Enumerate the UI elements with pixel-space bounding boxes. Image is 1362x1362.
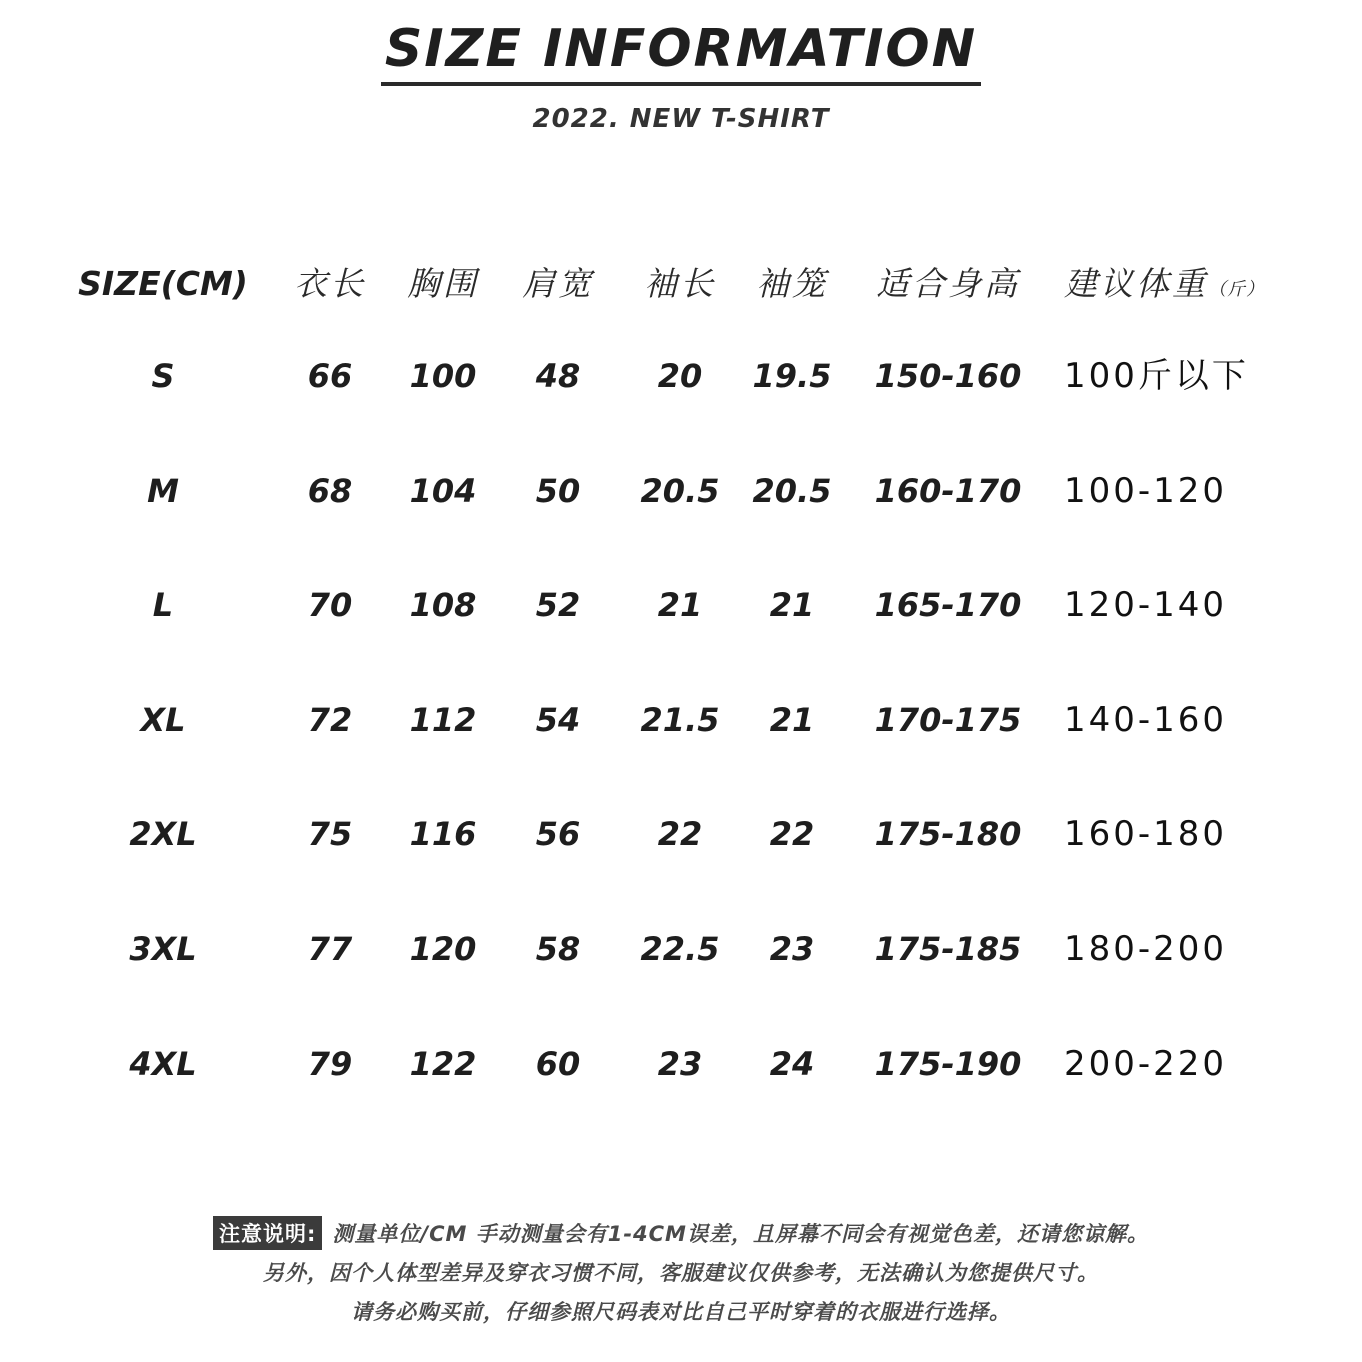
- cell-chest: 108: [409, 586, 477, 624]
- cell-size: 2XL: [129, 815, 197, 853]
- cell-sleeve: 22.5: [640, 930, 720, 968]
- cell-size: L: [152, 586, 174, 624]
- cell-armhole: 22: [769, 815, 815, 853]
- cell-shoulder: 50: [535, 472, 581, 510]
- cell-armhole: 23: [769, 930, 815, 968]
- page-subtitle: 2022. NEW T-SHIRT: [532, 104, 830, 134]
- cell-size: M: [147, 472, 179, 510]
- cell-shoulder: 58: [535, 930, 581, 968]
- header-size: SIZE(CM): [78, 264, 248, 303]
- note-line-2: 另外，因个人体型差异及穿衣习惯不同，客服建议仅供参考，无法确认为您提供尺寸。: [263, 1261, 1099, 1285]
- cell-height: 170-175: [874, 701, 1022, 739]
- page-title: [0, 18, 1362, 86]
- table-row: [0, 919, 1362, 979]
- cell-height: 165-170: [874, 586, 1022, 624]
- cell-height: 160-170: [874, 472, 1022, 510]
- cell-height: 175-190: [874, 1045, 1022, 1083]
- note-line-3: 请务必购买前，仔细参照尺码表对比自己平时穿着的衣服进行选择。: [351, 1300, 1011, 1324]
- cell-length: 72: [307, 701, 353, 739]
- cell-size: S: [151, 357, 175, 395]
- cell-sleeve: 22: [657, 815, 703, 853]
- cell-sleeve: 21.5: [640, 701, 720, 739]
- header-weight-unit: （斤）: [1208, 279, 1265, 300]
- cell-weight: 200-220: [1064, 1044, 1228, 1084]
- cell-armhole: 21: [769, 586, 815, 624]
- cell-weight: 160-180: [1064, 814, 1228, 854]
- note-label: 注意说明:: [213, 1216, 322, 1250]
- title-text: SIZE INFORMATION: [381, 18, 981, 86]
- cell-chest: 104: [409, 472, 477, 510]
- cell-shoulder: 60: [535, 1045, 581, 1083]
- cell-chest: 116: [409, 815, 477, 853]
- cell-length: 79: [307, 1045, 353, 1083]
- cell-shoulder: 54: [535, 701, 581, 739]
- header-weight-label: 建议体重: [1064, 264, 1208, 303]
- cell-weight: 180-200: [1064, 929, 1228, 969]
- cell-length: 77: [307, 930, 353, 968]
- table-row: [0, 1034, 1362, 1094]
- header-height: 适合身高: [876, 264, 1020, 303]
- table-row: [0, 804, 1362, 864]
- cell-shoulder: 56: [535, 815, 581, 853]
- cell-chest: 100: [409, 357, 477, 395]
- cell-height: 175-185: [874, 930, 1022, 968]
- note-line-1: [0, 1216, 1362, 1250]
- cell-chest: 120: [409, 930, 477, 968]
- cell-armhole: 21: [769, 701, 815, 739]
- cell-sleeve: 20: [657, 357, 703, 395]
- cell-length: 68: [307, 472, 353, 510]
- cell-size: 3XL: [129, 930, 197, 968]
- cell-armhole: 20.5: [752, 472, 832, 510]
- table-row: [0, 346, 1362, 406]
- cell-length: 70: [307, 586, 353, 624]
- cell-height: 175-180: [874, 815, 1022, 853]
- cell-weight: 100斤以下: [1064, 356, 1249, 396]
- table-row: [0, 461, 1362, 521]
- cell-length: 66: [307, 357, 353, 395]
- cell-shoulder: 52: [535, 586, 581, 624]
- cell-size: 4XL: [129, 1045, 197, 1083]
- cell-sleeve: 23: [657, 1045, 703, 1083]
- cell-length: 75: [307, 815, 353, 853]
- header-length: 衣长: [294, 264, 366, 303]
- cell-weight: 100-120: [1064, 471, 1228, 511]
- cell-size: XL: [140, 701, 186, 739]
- cell-armhole: 19.5: [752, 357, 832, 395]
- note-text-1: 测量单位/CM 手动测量会有1-4CM误差，且屏幕不同会有视觉色差，还请您谅解。: [332, 1222, 1149, 1246]
- cell-height: 150-160: [874, 357, 1022, 395]
- cell-chest: 112: [409, 701, 477, 739]
- table-header-row: [0, 254, 1362, 314]
- header-chest: 胸围: [407, 264, 479, 303]
- cell-shoulder: 48: [535, 357, 581, 395]
- header-shoulder: 肩宽: [522, 264, 594, 303]
- table-row: [0, 575, 1362, 635]
- header-sleeve: 袖长: [644, 264, 716, 303]
- cell-armhole: 24: [769, 1045, 815, 1083]
- cell-sleeve: 21: [657, 586, 703, 624]
- cell-weight: 140-160: [1064, 700, 1228, 740]
- cell-weight: 120-140: [1064, 585, 1228, 625]
- header-weight: [1064, 254, 1265, 314]
- cell-sleeve: 20.5: [640, 472, 720, 510]
- header-armhole: 袖笼: [756, 264, 828, 303]
- table-row: [0, 690, 1362, 750]
- cell-chest: 122: [409, 1045, 477, 1083]
